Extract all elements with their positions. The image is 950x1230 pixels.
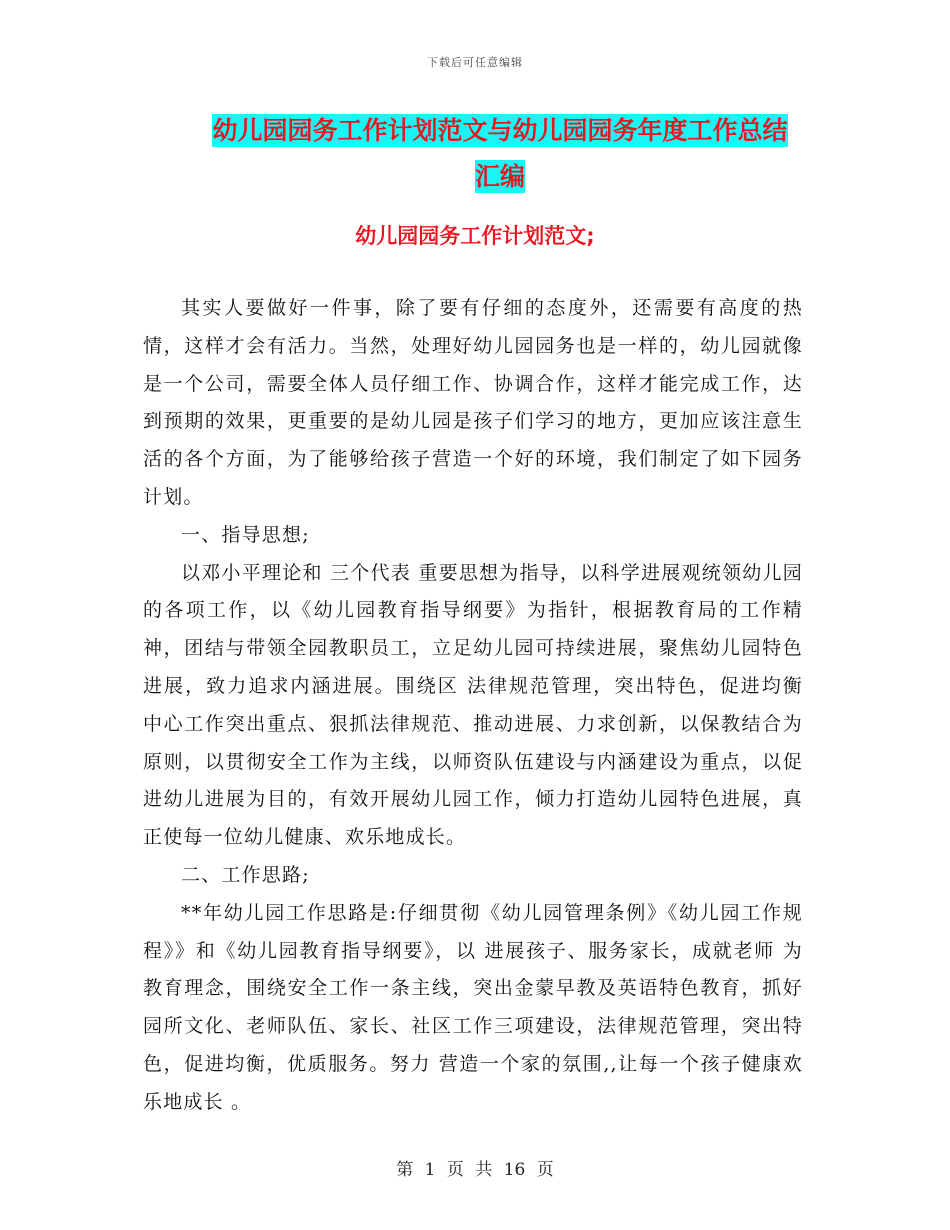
heading-guiding-thought: 一、指导思想; <box>181 523 310 546</box>
document-body <box>143 290 803 1122</box>
section-title: 幼儿园园务工作计划范文; <box>355 224 595 248</box>
paragraph-guiding-thought: 以邓小平理论和 三个代表 重要思想为指导，以科学进展观统领幼儿园的各项工作，以《幼儿园教育指导纲要》为指针，根据教育局的工作精神，团结与带领全园教职员工，立足幼儿园可持续进展，聚焦幼儿园特色进展，致力追求内涵进展。围绕区 法律规范管理，突出特色，促进均衡 中心工作突出重点、狠抓法律规范、推动进展、力求创新，以保教结合为原则，以贯彻安全工作为主线，以师资队伍建设与内涵建设为重点，以促进幼儿进展为目的，有效开展幼儿园工作，倾力打造幼儿园特色进展，真正使每一位幼儿健康、欢乐地成长。 <box>143 561 803 849</box>
title-line-1: 幼儿园园务工作计划范文与幼儿园园务年度工作总结 <box>212 116 788 145</box>
title-line-2: 汇编 <box>474 162 525 191</box>
heading-work-approach: 二、工作思路; <box>181 863 310 886</box>
document-title <box>140 108 860 200</box>
page-indicator: 第 1 页 共 16 页 <box>396 1160 554 1180</box>
header-note: 下载后可任意编辑 <box>427 56 523 69</box>
paragraph-intro: 其实人要做好一件事，除了要有仔细的态度外，还需要有高度的热情，这样才会有活力。当然，处理好幼儿园园务也是一样的，幼儿园就像是一个公司，需要全体人员仔细工作、协调合作，这样才能完成工作，达到预期的效果，更重要的是幼儿园是孩子们学习的地方，更加应该注意生活的各个方面，为了能够给孩子营造一个好的环境，我们制定了如下园务计划。 <box>143 297 803 508</box>
paragraph-work-approach: **年幼儿园工作思路是:仔细贯彻《幼儿园管理条例》《幼儿园工作规程》》和《幼儿园教育指导纲要》，以 进展孩子、服务家长，成就老师 为教育理念，围绕安全工作一条主线，突出金蒙早教及英语特色教育，抓好园所文化、老师队伍、家长、社区工作三项建设，法律规范管理，突出特色，促进均衡，优质服务。努力 营造一个家的氛围,,让每一个孩子健康欢乐地成长 。 <box>143 901 803 1113</box>
